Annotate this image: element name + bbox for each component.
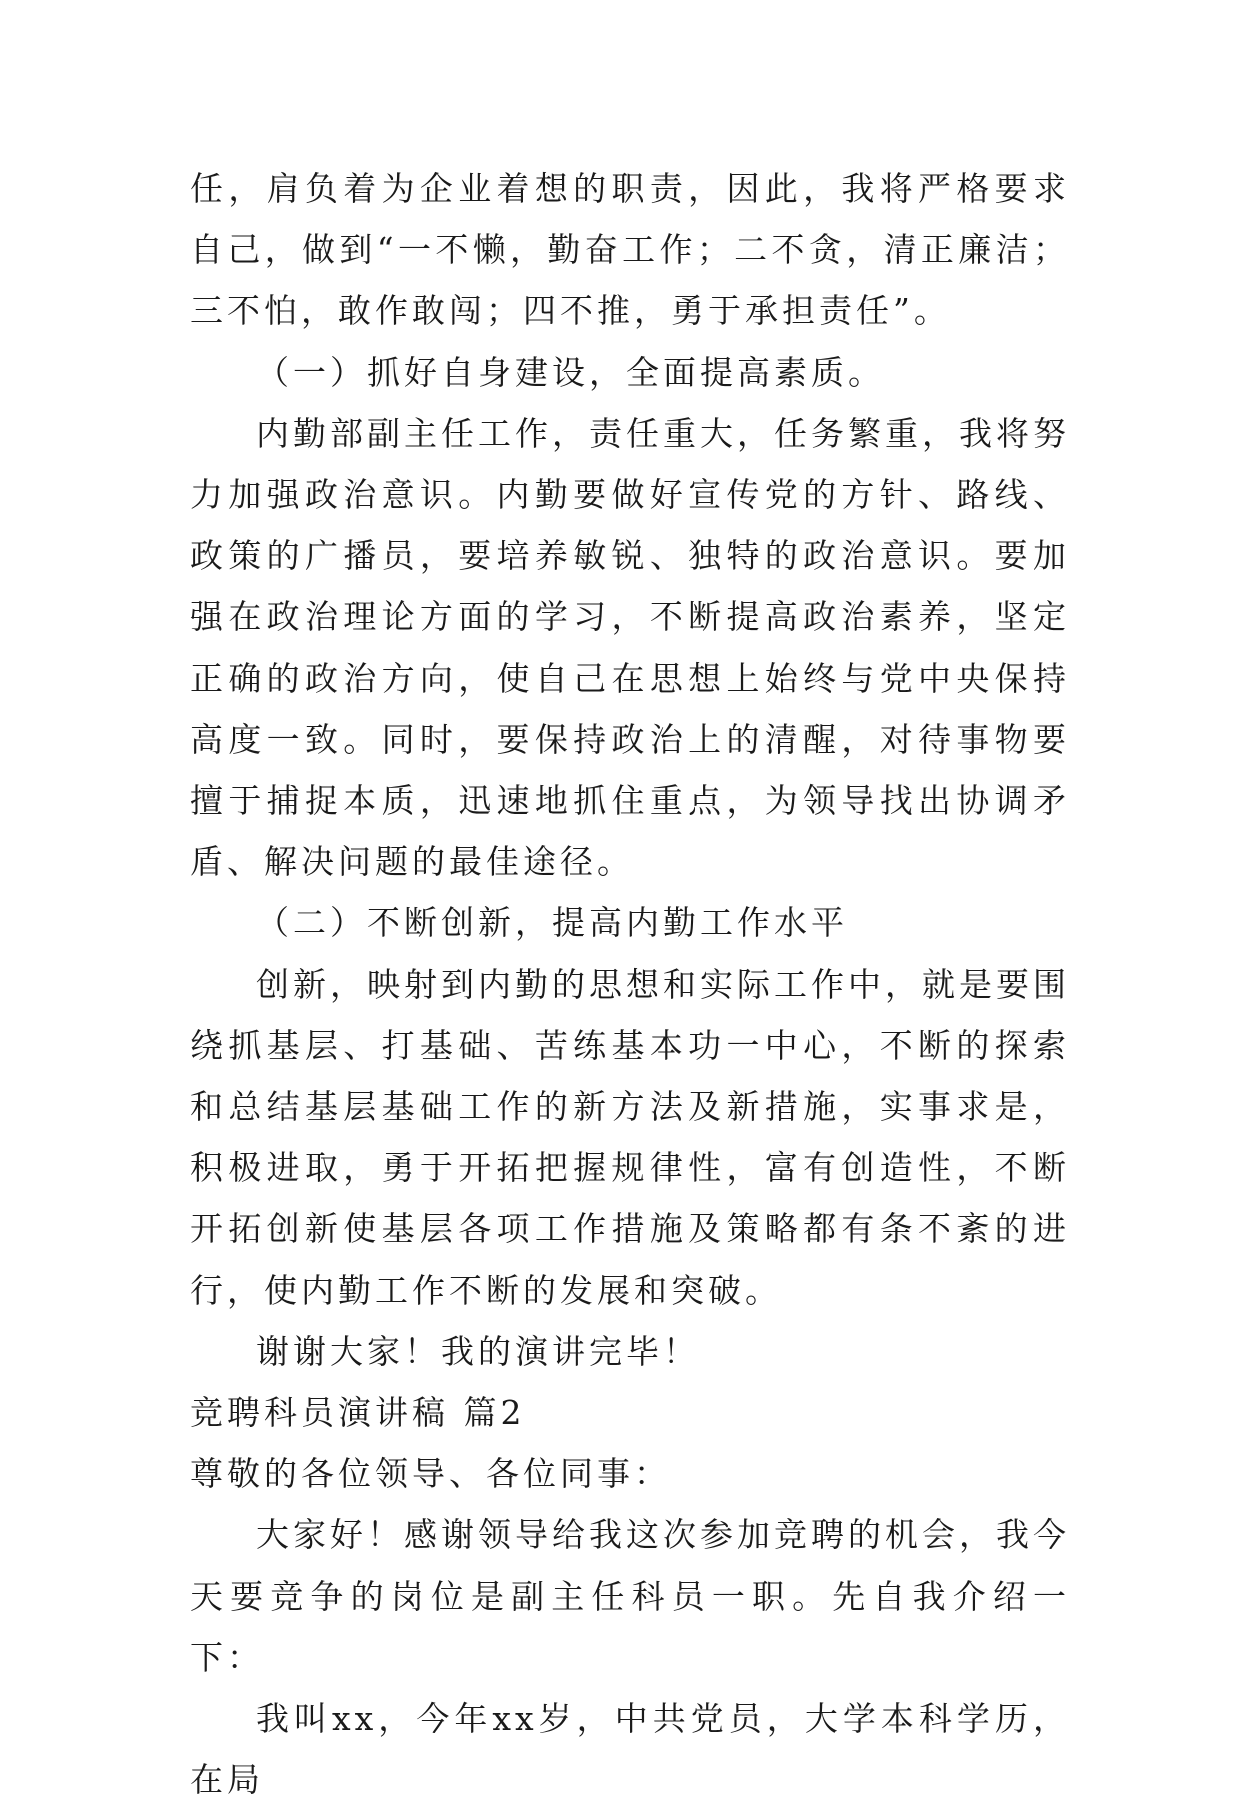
- paragraph-3: 创新，映射到内勤的思想和实际工作中，就是要围绕抓基层、打基础、苦练基本功一中心，不断的探索和总结基层基础工作的新方法及新措施，实事求是，积极进取，勇于开拓把握规律性，富有创造性，不断开拓创新使基层各项工作措施及策略都有条不紊的进行，使内勤工作不断的发展和突破。: [190, 964, 1070, 1310]
- salutation: 尊敬的各位领导、各位同事：: [190, 1454, 671, 1494]
- paragraph-5: 我叫xx，今年xx岁，中共党员，大学本科学历，在局: [190, 1699, 1070, 1800]
- paragraph-2: 内勤部副主任工作，责任重大，任务繁重，我将努力加强政治意识。内勤要做好宣传党的方针、路线、政策的广播员，要培养敏锐、独特的政治意识。要加强在政治理论方面的学习，不断提高政治素养，坚定正确的政治方向，使自己在思想上始终与党中央保持高度一致。同时，要保持政治上的清醒，对待事物要擅于捕捉本质，迅速地抓住重点，为领导找出协调矛盾、解决问题的最佳途径。: [190, 413, 1070, 882]
- closing-remark: 谢谢大家！我的演讲完毕！: [256, 1331, 700, 1371]
- article-title: 竞聘科员演讲稿 篇2: [190, 1393, 526, 1433]
- section-heading-2: （二）不断创新，提高内勤工作水平: [256, 903, 848, 943]
- paragraph-1: 任，肩负着为企业着想的职责，因此，我将严格要求自己，做到“一不懒，勤奋工作；二不贪，清正廉洁；三不怕，敢作敢闯；四不推，勇于承担责任”。: [190, 169, 1070, 331]
- document-body: [190, 158, 1070, 1810]
- section-heading-1: （一）抓好自身建设，全面提高素质。: [256, 352, 885, 392]
- paragraph-4: 大家好！感谢领导给我这次参加竞聘的机会，我今天要竞争的岗位是副主任科员一职。先自我介绍一下：: [190, 1515, 1070, 1677]
